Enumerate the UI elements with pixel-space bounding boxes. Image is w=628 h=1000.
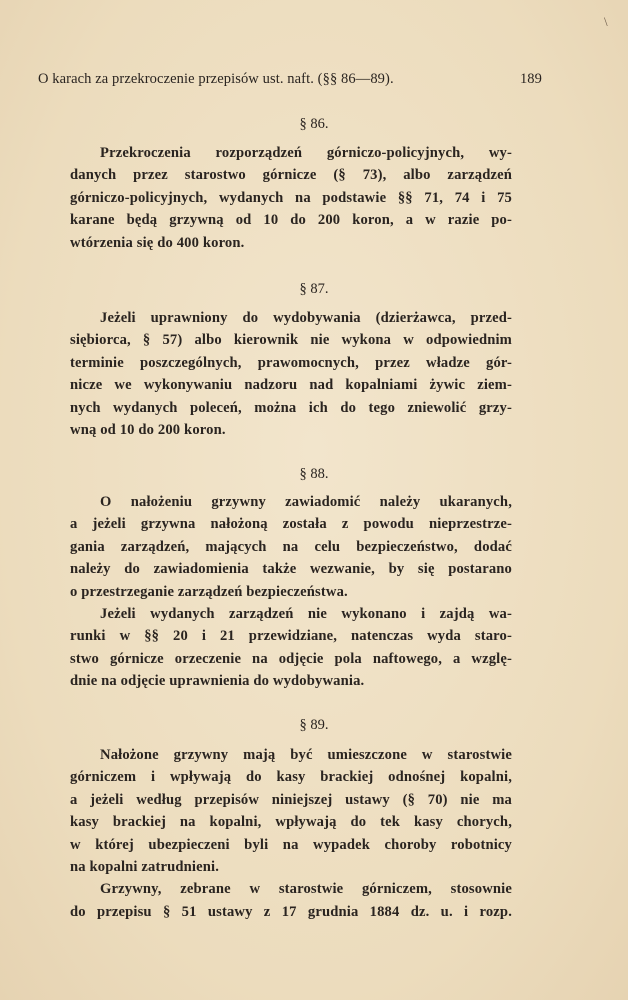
text-line: o przestrzeganie zarządzeń bezpieczeństwa. [70, 583, 348, 600]
page-number: 189 [519, 71, 542, 87]
text-line: na kopalni zatrudnieni. [70, 859, 220, 876]
text-line: runki w §§ 20 i 21 przewidziane, natenczas wyda staro- [70, 628, 512, 645]
text-line: gania zarządzeń, mających na celu bezpieczeństwo, dodać [70, 538, 512, 555]
running-head [38, 71, 542, 88]
text-line: a jeżeli grzywna nałożoną została z powodu nieprzestrze- [70, 516, 512, 533]
text-line: stwo górnicze orzeczenie na odjęcie pola naftowego, a wzglę- [70, 650, 512, 667]
text-line: danych przez starostwo górnicze (§ 73), albo zarządzeń [70, 167, 512, 184]
text-line: górniczem i wpływają do kasy brackiej odnośnej kopalni, [70, 769, 512, 786]
corner-mark: \ [604, 14, 608, 29]
text-line: należy do zawiadomienia także wezwanie, by się postarano [70, 561, 512, 578]
text-line: Nałożone grzywny mają być umieszczone w starostwie [100, 747, 512, 763]
text-line: karane będą grzywną od 10 do 200 koron, a w razie po- [70, 212, 512, 229]
text-line: Jeżeli wydanych zarządzeń nie wykonano i zajdą wa- [100, 606, 512, 623]
paragraph [70, 142, 512, 254]
paragraph [70, 744, 512, 923]
running-title: O karach za przekroczenie przepisów ust. naft. (§§ 86—89). [38, 71, 394, 87]
section-title: § 87. [299, 281, 329, 297]
text-line: nych wydanych poleceń, można ich do tego zniewolić grzy- [70, 399, 512, 416]
text-line: wną od 10 do 200 koron. [70, 422, 226, 439]
text-line: górniczo-policyjnych, wydanych na podstawie §§ 71, 74 i 75 [70, 189, 512, 206]
section-title: § 88. [299, 466, 329, 482]
text-line: do przepisu § 51 ustawy z 17 grudnia 1884 dz. u. i rozp. [70, 903, 512, 920]
text-line: O nałożeniu grzywny zawiadomić należy ukaranych, [100, 494, 512, 510]
paragraph [70, 307, 512, 441]
text-line: w której ubezpieczeni byli na wypadek choroby robotnicy [70, 836, 512, 853]
text-line: nicze we wykonywaniu nadzoru nad kopalniami żywic ziem- [70, 377, 512, 394]
text-line: siębiorca, § 57) albo kierownik nie wykona w odpowiednim [70, 332, 512, 349]
section-title: § 89. [299, 717, 329, 733]
text-line: Grzywny, zebrane w starostwie górniczem, stosownie [100, 881, 512, 898]
text-line: dnie na odjęcie uprawnienia do wydobywania. [70, 673, 365, 690]
text-line: kasy brackiej na kopalni, wpływają do tek kasy chorych, [70, 814, 512, 831]
paragraph [70, 491, 512, 693]
section-title: § 86. [299, 116, 329, 132]
text-line: a jeżeli według przepisów niniejszej ustawy (§ 70) nie ma [70, 791, 512, 808]
text-line: terminie poszczególnych, prawomocnych, przez władze gór- [70, 354, 512, 371]
text-line: wtórzenia się do 400 koron. [70, 234, 245, 251]
text-line: Przekroczenia rozporządzeń górniczo-policyjnych, wy- [100, 145, 512, 161]
text-line: Jeżeli uprawniony do wydobywania (dzierżawca, przed- [100, 310, 512, 326]
